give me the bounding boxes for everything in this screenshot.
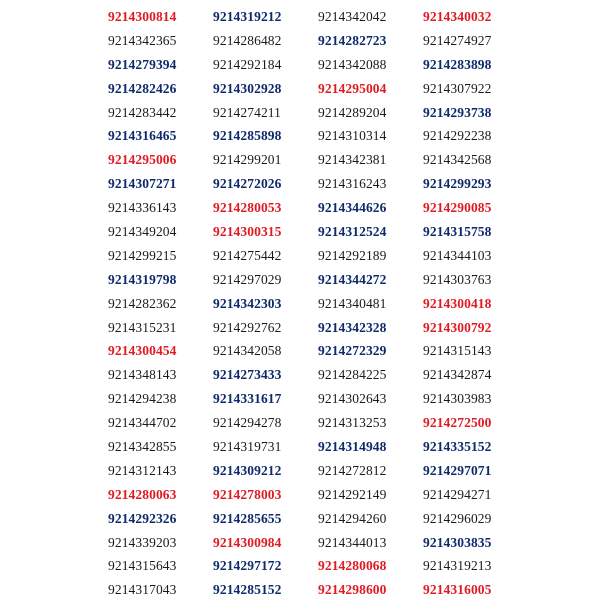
phone-number: 9214294238 bbox=[108, 391, 177, 407]
phone-number: 9214285152 bbox=[213, 582, 282, 598]
phone-number: 9214303763 bbox=[423, 271, 492, 287]
phone-number: 9214300454 bbox=[108, 343, 177, 359]
phone-number: 9214282426 bbox=[108, 80, 177, 96]
phone-number: 9214336143 bbox=[108, 200, 177, 216]
phone-number: 9214312524 bbox=[318, 224, 387, 240]
phone-number: 9214340032 bbox=[423, 9, 492, 24]
phone-number: 9214275442 bbox=[213, 247, 282, 263]
phone-number: 9214315143 bbox=[423, 343, 492, 359]
phone-number: 9214299215 bbox=[108, 247, 177, 263]
phone-number: 9214310314 bbox=[318, 128, 387, 144]
phone-number: 9214282362 bbox=[108, 295, 177, 311]
phone-number: 9214285655 bbox=[213, 510, 282, 526]
phone-number: 9214309212 bbox=[213, 462, 282, 478]
phone-number: 9214317043 bbox=[108, 582, 177, 598]
phone-number: 9214342874 bbox=[423, 367, 492, 383]
phone-number: 9214303835 bbox=[423, 534, 492, 550]
phone-number: 9214344626 bbox=[318, 200, 387, 216]
phone-number: 9214342058 bbox=[213, 343, 282, 359]
number-column-2 bbox=[213, 0, 318, 602]
phone-number: 9214292184 bbox=[213, 56, 282, 72]
phone-number: 9214283898 bbox=[423, 56, 492, 72]
phone-number: 9214349204 bbox=[108, 224, 177, 240]
phone-number: 9214283442 bbox=[108, 104, 177, 120]
phone-number: 9214344103 bbox=[423, 247, 492, 263]
phone-number: 9214316465 bbox=[108, 128, 177, 144]
phone-number: 9214302928 bbox=[213, 80, 282, 96]
phone-number: 9214348143 bbox=[108, 367, 177, 383]
phone-number: 9214285898 bbox=[213, 128, 282, 144]
phone-number: 9214300984 bbox=[213, 534, 282, 550]
phone-number: 9214293738 bbox=[423, 104, 492, 120]
number-column-3 bbox=[318, 0, 423, 602]
phone-number: 9214319213 bbox=[423, 558, 492, 574]
phone-number: 9214290085 bbox=[423, 200, 492, 216]
phone-number: 9214315643 bbox=[108, 558, 177, 574]
phone-number: 9214319212 bbox=[213, 9, 282, 24]
phone-number: 9214286482 bbox=[213, 32, 282, 48]
phone-number: 9214279394 bbox=[108, 56, 177, 72]
number-column-1 bbox=[108, 0, 213, 602]
phone-number: 9214294278 bbox=[213, 415, 282, 431]
phone-number: 9214342303 bbox=[213, 295, 282, 311]
phone-number: 9214296029 bbox=[423, 510, 492, 526]
phone-number: 9214313253 bbox=[318, 415, 387, 431]
phone-number: 9214300315 bbox=[213, 224, 282, 240]
phone-number: 9214331617 bbox=[213, 391, 282, 407]
phone-number: 9214289204 bbox=[318, 104, 387, 120]
phone-number: 9214272500 bbox=[423, 415, 492, 431]
phone-number: 9214297029 bbox=[213, 271, 282, 287]
phone-number: 9214342381 bbox=[318, 152, 387, 168]
phone-number: 9214314948 bbox=[318, 439, 387, 455]
phone-number: 9214339203 bbox=[108, 534, 177, 550]
phone-number: 9214292149 bbox=[318, 486, 387, 502]
phone-number: 9214315758 bbox=[423, 224, 492, 240]
phone-number: 9214273433 bbox=[213, 367, 282, 383]
phone-number: 9214344013 bbox=[318, 534, 387, 550]
phone-number: 9214292326 bbox=[108, 510, 177, 526]
phone-number: 9214292238 bbox=[423, 128, 492, 144]
phone-number: 9214272026 bbox=[213, 176, 282, 192]
phone-number: 9214316005 bbox=[423, 582, 492, 598]
phone-number: 9214299201 bbox=[213, 152, 282, 168]
phone-number: 9214303983 bbox=[423, 391, 492, 407]
phone-number: 9214274927 bbox=[423, 32, 492, 48]
phone-number: 9214297172 bbox=[213, 558, 282, 574]
phone-number: 9214299293 bbox=[423, 176, 492, 192]
phone-number: 9214294260 bbox=[318, 510, 387, 526]
phone-number: 9214319731 bbox=[213, 439, 282, 455]
phone-number: 9214307271 bbox=[108, 176, 177, 192]
phone-number: 9214315231 bbox=[108, 319, 177, 335]
phone-number: 9214272329 bbox=[318, 343, 387, 359]
phone-number: 9214272812 bbox=[318, 462, 387, 478]
phone-number: 9214300418 bbox=[423, 295, 492, 311]
phone-number: 9214295004 bbox=[318, 80, 387, 96]
phone-number: 9214300792 bbox=[423, 319, 492, 335]
phone-number: 9214342042 bbox=[318, 9, 387, 24]
phone-number: 9214298600 bbox=[318, 582, 387, 598]
number-column-4 bbox=[423, 0, 528, 602]
phone-number: 9214312143 bbox=[108, 462, 177, 478]
phone-number: 9214335152 bbox=[423, 439, 492, 455]
phone-number: 9214302643 bbox=[318, 391, 387, 407]
phone-number: 9214307922 bbox=[423, 80, 492, 96]
phone-number: 9214319798 bbox=[108, 271, 177, 287]
phone-number: 9214342328 bbox=[318, 319, 387, 335]
phone-number: 9214342855 bbox=[108, 439, 177, 455]
phone-number: 9214292189 bbox=[318, 247, 387, 263]
phone-number: 9214342365 bbox=[108, 32, 177, 48]
phone-number: 9214280053 bbox=[213, 200, 282, 216]
phone-number: 9214295006 bbox=[108, 152, 177, 168]
phone-number: 9214274211 bbox=[213, 104, 281, 120]
phone-number: 9214284225 bbox=[318, 367, 387, 383]
phone-number: 9214297071 bbox=[423, 462, 492, 478]
phone-number: 9214342568 bbox=[423, 152, 492, 168]
phone-number: 9214292762 bbox=[213, 319, 282, 335]
phone-number: 9214340481 bbox=[318, 295, 387, 311]
phone-number: 9214342088 bbox=[318, 56, 387, 72]
phone-number: 9214300814 bbox=[108, 9, 177, 24]
phone-number: 9214280063 bbox=[108, 486, 177, 502]
phone-number: 9214282723 bbox=[318, 32, 387, 48]
phone-number: 9214344702 bbox=[108, 415, 177, 431]
phone-number: 9214344272 bbox=[318, 271, 387, 287]
phone-number: 9214316243 bbox=[318, 176, 387, 192]
phone-number: 9214294271 bbox=[423, 486, 492, 502]
phone-number: 9214280068 bbox=[318, 558, 387, 574]
phone-number: 9214278003 bbox=[213, 486, 282, 502]
